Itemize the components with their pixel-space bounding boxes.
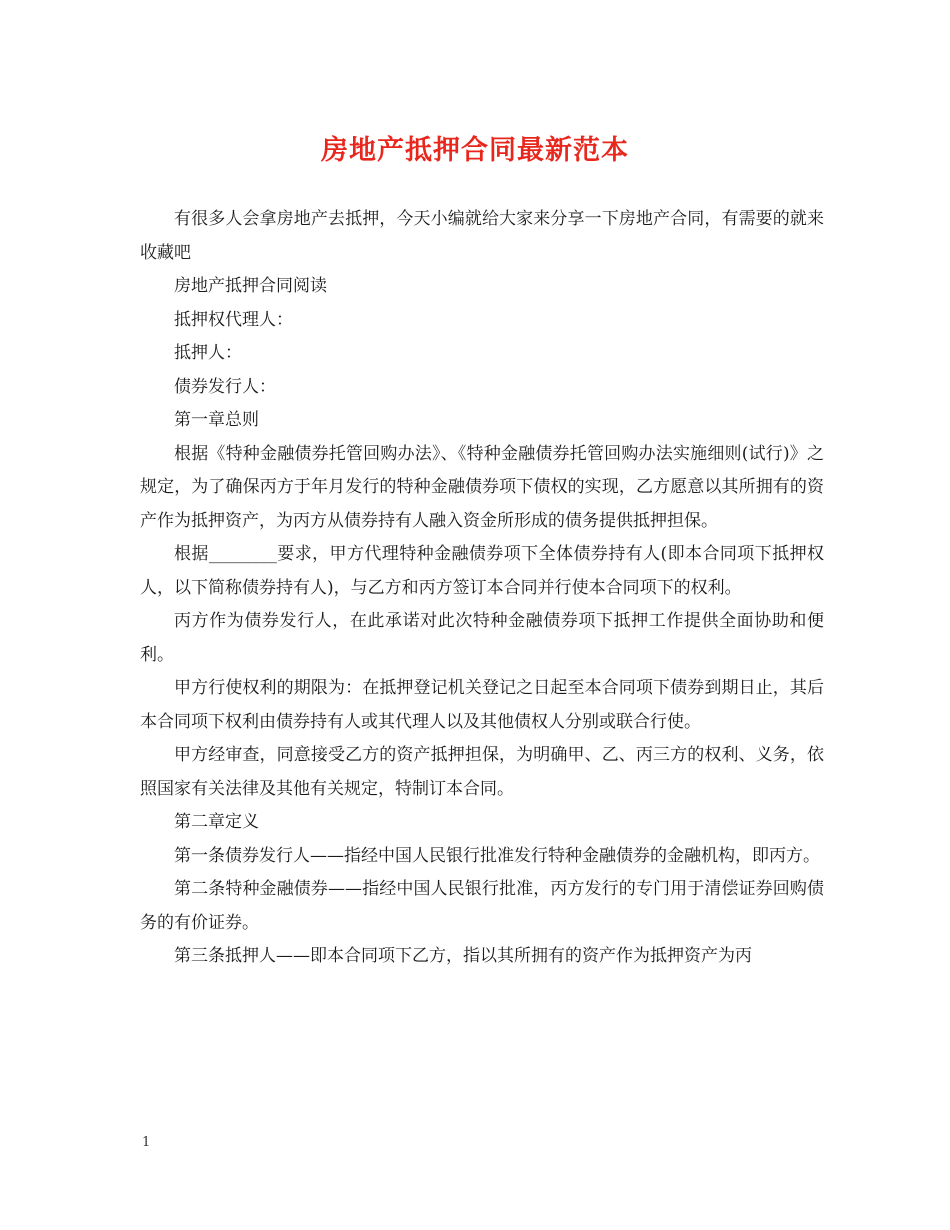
- paragraph-article-3: 第三条抵押人——即本合同项下乙方，指以其所拥有的资产作为抵押资产为丙: [174, 946, 752, 966]
- paragraph-mortgagor: 抵押人：: [174, 343, 242, 363]
- paragraph-chapter-1-agency: 根据________要求，甲方代理特种金融债券项下全体债券持有人(即本合同项下抵押权人，以下简称债券持有人)，与乙方和丙方签订本合同并行使本合同项下的权利。: [140, 544, 824, 598]
- paragraph-article-1: 第一条债券发行人——指经中国人民银行批准发行特种金融债券的金融机构，即丙方。: [174, 845, 820, 866]
- document-body: [140, 203, 824, 974]
- paragraph-article-2: 第二条特种金融债券——指经中国人民银行批准，丙方发行的专门用于清偿证券回购债务的有价证券。: [140, 879, 824, 933]
- paragraph-reading-heading: 房地产抵押合同阅读: [174, 276, 327, 296]
- paragraph-bond-issuer: 债券发行人：: [174, 376, 276, 397]
- paragraph-chapter-1-term: 甲方行使权利的期限为：在抵押登记机关登记之日起至本合同项下债券到期日止，其后本合同项下权利由债券持有人或其代理人以及其他债权人分别或联合行使。: [140, 678, 824, 732]
- paragraph-chapter-2-heading: 第二章定义: [174, 812, 259, 832]
- paragraph-intro: 有很多人会拿房地产去抵押，今天小编就给大家来分享一下房地产合同，有需要的就来收藏吧: [140, 209, 824, 263]
- paragraph-mortgagee-agent: 抵押权代理人：: [174, 309, 293, 330]
- paragraph-chapter-1-commitment: 丙方作为债券发行人，在此承诺对此次特种金融债券项下抵押工作提供全面协助和便利。: [140, 611, 824, 665]
- paragraph-chapter-1-basis: 根据《特种金融债券托管回购办法》、《特种金融债券托管回购办法实施细则(试行)》之规定，为了确保丙方于年月发行的特种金融债券项下债权的实现，乙方愿意以其所拥有的资产作为抵押资产，为丙方从债券持有人融入资金所形成的债务提供抵押担保。: [140, 443, 824, 531]
- paragraph-chapter-1-review: 甲方经审查，同意接受乙方的资产抵押担保，为明确甲、乙、丙三方的权利、义务，依照国家有关法律及其他有关规定，特制订本合同。: [140, 745, 824, 799]
- page-number: 1: [142, 1135, 151, 1150]
- paragraph-chapter-1-heading: 第一章总则: [174, 410, 259, 430]
- document-title: 房地产抵押合同最新范本: [321, 135, 629, 166]
